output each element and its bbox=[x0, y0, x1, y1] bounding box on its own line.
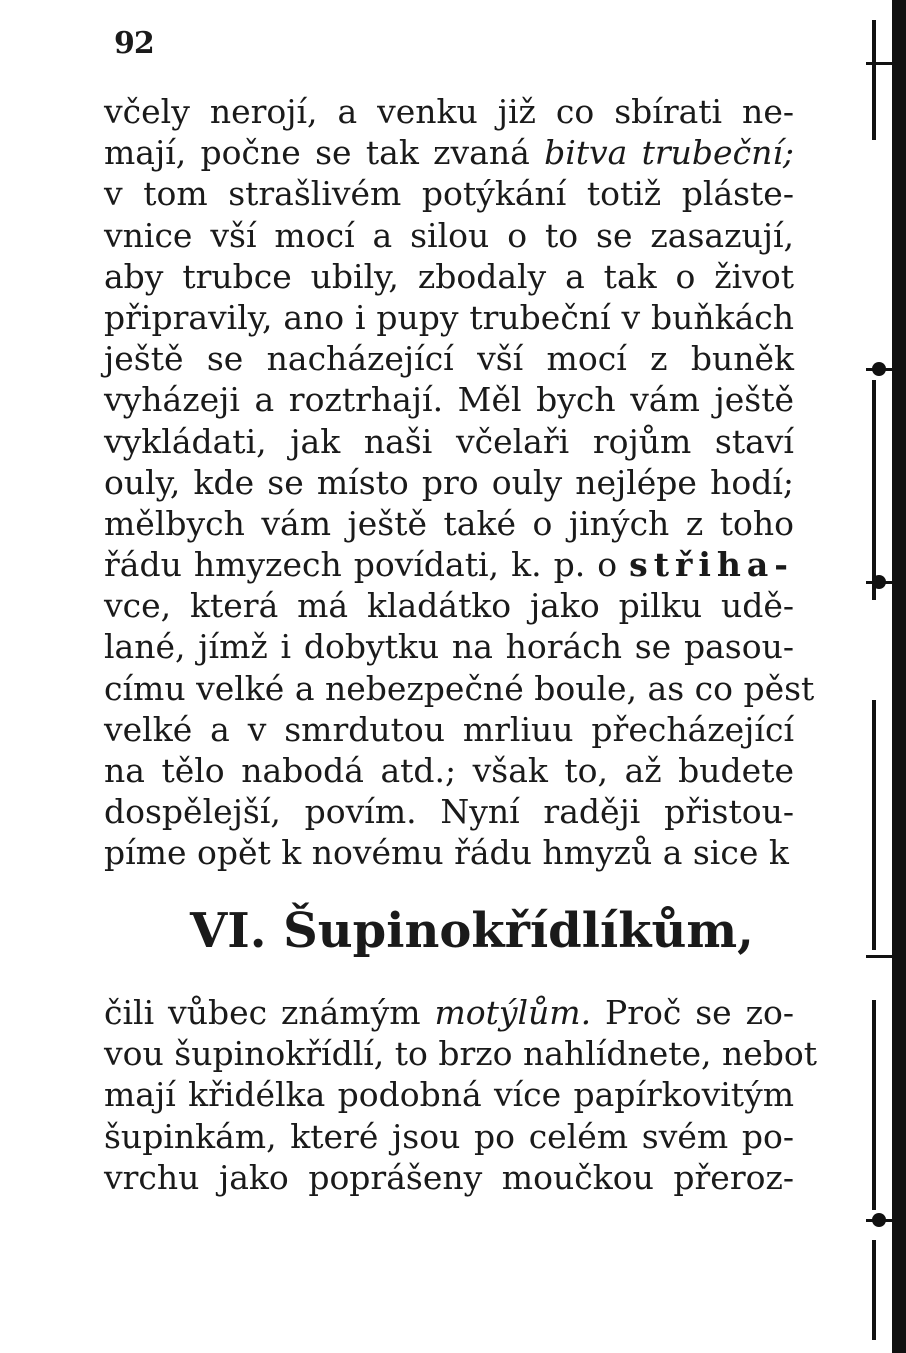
text-line: mají křidélka podobná více papírkovitým bbox=[104, 1075, 794, 1115]
text-line-part: řádu hmyzech povídati, k. p. o bbox=[104, 545, 630, 585]
binding-stroke bbox=[872, 380, 876, 600]
paragraph-1 bbox=[104, 91, 815, 874]
italic-word: motýlům. bbox=[434, 993, 592, 1032]
text-line: velké a v smrdutou mrliuu přecházející bbox=[104, 709, 794, 749]
page-binding-edge bbox=[866, 0, 906, 1353]
binding-tick bbox=[866, 368, 892, 371]
text-line: připravily, ano i pupy trubeční v buňkách bbox=[104, 297, 794, 337]
text-line bbox=[104, 992, 794, 1033]
text-line: vrchu jako poprášeny moučkou přeroz- bbox=[104, 1157, 794, 1197]
text-line: vce, která má kladátko jako pilku udě- bbox=[104, 586, 794, 626]
italic-phrase: bitva trubeční; bbox=[544, 133, 794, 173]
text-line: ještě se nacházející vší mocí z buněk bbox=[104, 339, 794, 379]
paragraph-2 bbox=[104, 992, 818, 1198]
binding-stroke bbox=[872, 700, 876, 950]
text-line: ouly, kde se místo pro ouly nejlépe hodí; bbox=[104, 462, 794, 502]
text-line: píme opět k novému řádu hmyzů a sice k bbox=[104, 833, 789, 873]
text-line: vyházeji a roztrhají. Měl bych vám ještě bbox=[104, 380, 794, 420]
text-line: vou šupinokřídlí, to brzo nahlídnete, nebot bbox=[104, 1034, 818, 1074]
text-line: v tom strašlivém potýkání totiž pláste- bbox=[104, 174, 794, 214]
text-line: dospělejší, povím. Nyní raději přistou- bbox=[104, 792, 794, 832]
binding-stroke bbox=[872, 20, 876, 140]
text-line: mělbych vám ještě také o jiných z toho bbox=[104, 503, 794, 543]
page-number: 92 bbox=[114, 26, 154, 61]
text-line-part: mají, počne se tak zvaná bbox=[104, 133, 545, 173]
binding-stroke bbox=[872, 1000, 876, 1210]
binding-tick bbox=[866, 62, 892, 65]
text-line bbox=[104, 132, 794, 173]
text-line: vnice vší mocí a silou o to se zasazují, bbox=[104, 215, 794, 255]
section-heading: VI. Šupinokřídlíkům, bbox=[190, 903, 754, 959]
binding-tick bbox=[866, 955, 892, 958]
text-line bbox=[104, 544, 794, 585]
spaced-word: střiha- bbox=[629, 545, 794, 585]
text-line-part: čili vůbec známým bbox=[104, 993, 435, 1032]
binding-stroke bbox=[872, 1240, 876, 1340]
binding-tick bbox=[866, 581, 892, 584]
text-line: címu velké a nebezpečné boule, as co pěst bbox=[104, 668, 815, 708]
text-line: na tělo nabodá atd.; však to, až budete bbox=[104, 751, 794, 790]
text-line: lané, jímž i dobytku na horách se pasou- bbox=[104, 627, 794, 667]
text-line: vykládati, jak naši včelaři rojům staví bbox=[104, 421, 794, 461]
text-line: šupinkám, které jsou po celém svém po- bbox=[104, 1116, 794, 1156]
text-line: aby trubce ubily, zbodaly a tak o život bbox=[104, 256, 794, 296]
text-line: včely nerojí, a venku již co sbírati ne- bbox=[104, 92, 794, 131]
binding-tick bbox=[866, 1219, 892, 1222]
text-line-part: Proč se zo- bbox=[591, 993, 795, 1032]
